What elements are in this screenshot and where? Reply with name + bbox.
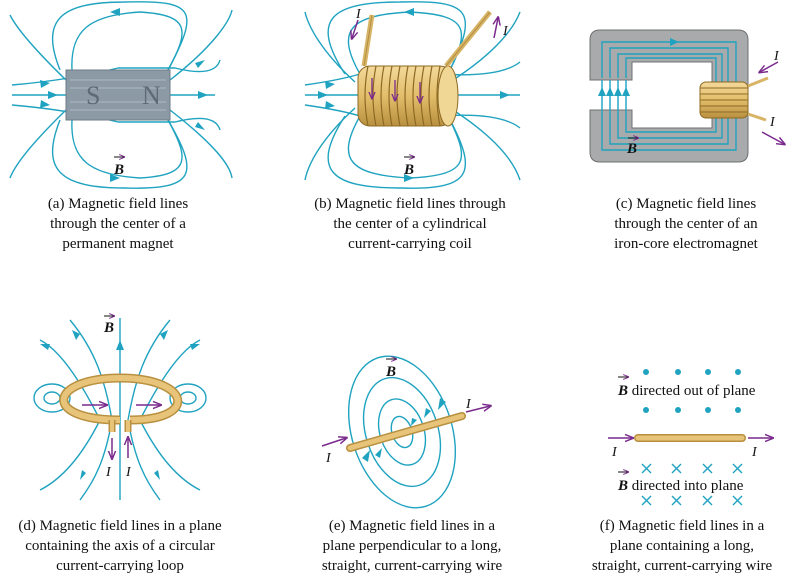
svg-text:I: I bbox=[770, 115, 775, 130]
svg-text:B: B bbox=[114, 162, 125, 178]
caption-f: (f) Magnetic field lines in a plane containing a long, straight, current-carrying wire bbox=[591, 518, 773, 574]
svg-text:I: I bbox=[326, 451, 331, 466]
panel-f bbox=[608, 369, 772, 505]
magnet-n-label: N bbox=[142, 81, 161, 110]
svg-text:B: B bbox=[404, 162, 415, 178]
electromagnet-coil bbox=[700, 78, 768, 120]
field-label-c bbox=[626, 138, 638, 157]
field-label-a bbox=[113, 157, 124, 178]
caption-a: (a) Magnetic field lines through the center of a permanent magnet bbox=[47, 196, 189, 252]
current-arrows-c bbox=[760, 49, 784, 144]
svg-text:B directed out of plane: B directed out of plane bbox=[618, 383, 756, 399]
panel-d bbox=[34, 316, 206, 500]
svg-text:B: B bbox=[386, 364, 397, 380]
caption-d: (d) Magnetic field lines in a plane containing the axis of a circular current-carrying loop bbox=[18, 518, 222, 574]
current-loop bbox=[64, 378, 178, 432]
svg-text:B directed into plane: B directed into plane bbox=[618, 478, 744, 494]
svg-text:I: I bbox=[503, 24, 508, 39]
straight-wire-e bbox=[350, 416, 462, 448]
field-label-e bbox=[385, 359, 396, 380]
current-arrows-b bbox=[352, 7, 509, 39]
field-label-b bbox=[403, 157, 414, 178]
caption-c: (c) Magnetic field lines through the center of an iron-core electromagnet bbox=[614, 196, 758, 252]
field-out-label-f bbox=[617, 377, 756, 399]
panel-e bbox=[322, 342, 490, 521]
panel-b bbox=[305, 2, 520, 188]
field-label-d bbox=[103, 316, 114, 336]
svg-text:I: I bbox=[612, 445, 617, 460]
panel-c bbox=[590, 30, 784, 162]
current-arrows-e bbox=[322, 406, 490, 446]
svg-text:I: I bbox=[356, 7, 361, 22]
magnet-s-label: S bbox=[86, 81, 101, 110]
svg-text:I: I bbox=[774, 49, 779, 64]
svg-text:B: B bbox=[627, 141, 638, 157]
svg-text:I: I bbox=[106, 465, 111, 480]
caption-e: (e) Magnetic field lines in a plane perpendicular to a long, straight, current-carrying wire bbox=[321, 518, 503, 574]
svg-text:I: I bbox=[466, 397, 471, 412]
panel-a bbox=[10, 2, 232, 188]
svg-text:B: B bbox=[104, 320, 115, 336]
field-in-label-f bbox=[617, 472, 744, 494]
svg-text:I: I bbox=[126, 465, 131, 480]
svg-text:I: I bbox=[752, 445, 757, 460]
caption-b: (b) Magnetic field lines through the center of a cylindrical current-carrying coil bbox=[314, 196, 506, 252]
